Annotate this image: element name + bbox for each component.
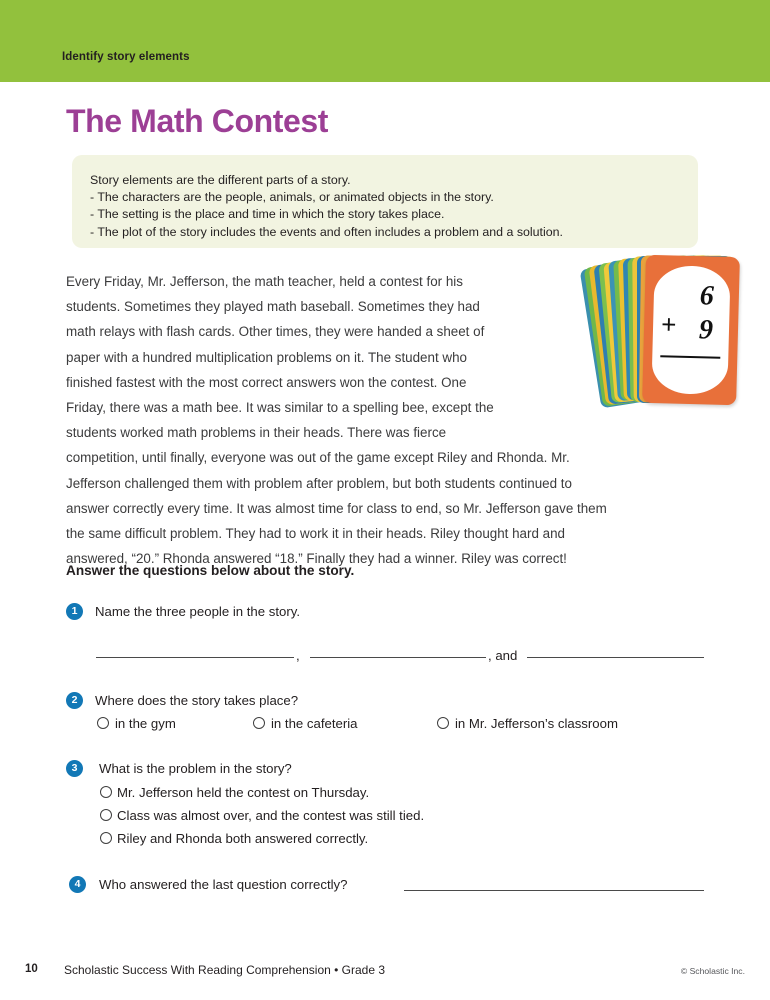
answer-comma-1: , — [296, 648, 300, 663]
callout-line: - The plot of the story includes the events and often includes a problem and a solution. — [90, 224, 563, 239]
callout-text-block — [90, 172, 688, 241]
story-line: Friday, there was a math bee. It was similar to a spelling bee, except the — [66, 400, 494, 416]
story-line: competition, until finally, everyone was out of the game except Riley and Rhonda. Mr. — [66, 450, 570, 466]
story-passage — [66, 269, 702, 571]
answer-blank-1b[interactable] — [310, 657, 486, 658]
callout-line: Story elements are the different parts of a story. — [90, 173, 351, 187]
radio-2-option-2[interactable] — [253, 717, 265, 729]
option-label-3-2[interactable]: Class was almost over, and the contest was still tied. — [117, 808, 425, 823]
answer-and-1: , and — [488, 648, 518, 663]
question-number-badge-1: 1 — [66, 603, 83, 620]
story-line: paper with a hundred multiplication problems on it. The student who — [66, 349, 467, 365]
footer-divider — [0, 936, 770, 937]
question-text-2: Where does the story takes place? — [95, 693, 299, 708]
story-line: students worked math problems in their heads. There was fierce — [66, 425, 447, 441]
page-header-banner — [0, 0, 770, 82]
question-number-badge-4: 4 — [69, 876, 86, 893]
answer-blank-4[interactable] — [404, 890, 704, 891]
question-text-1: Name the three people in the story. — [95, 604, 301, 619]
copyright-notice: © Scholastic Inc. — [680, 966, 745, 976]
skill-label: Identify story elements — [62, 51, 190, 63]
page-title: The Math Contest — [66, 103, 329, 139]
question-text-3: What is the problem in the story? — [99, 761, 292, 776]
story-line: answer correctly every time. It was almost time for class to end, so Mr. Jefferson gave them — [66, 500, 607, 516]
plus-operator-icon: + — [660, 309, 677, 340]
question-number-badge-2: 2 — [66, 692, 83, 709]
footer-title: Scholastic Success With Reading Comprehension • Grade 3 — [64, 963, 386, 977]
story-line: answered, “20.” Rhonda answered “18.” Finally they had a winner. Riley was correct! — [66, 551, 567, 567]
radio-3-option-2[interactable] — [100, 809, 112, 821]
story-elements-callout — [72, 155, 698, 248]
radio-2-option-3[interactable] — [437, 717, 449, 729]
answer-blank-1c[interactable] — [527, 657, 704, 658]
story-line: finished fastest with the most correct answers won the contest. One — [66, 374, 467, 390]
radio-3-option-1[interactable] — [100, 786, 112, 798]
question-number-badge-3: 3 — [66, 760, 83, 777]
option-label-2-2[interactable]: in the cafeteria — [271, 716, 358, 731]
callout-line: - The setting is the place and time in which the story takes place. — [90, 207, 445, 222]
addend-top: 6 — [699, 280, 715, 312]
story-line: Jefferson challenged them with problem after problem, but both students continued to — [66, 475, 572, 491]
option-label-2-1[interactable]: in the gym — [115, 716, 176, 731]
story-line: the same difficult problem. They had to work it in their heads. Riley thought hard and — [66, 526, 565, 542]
answer-blank-1a[interactable] — [96, 657, 294, 658]
addend-bottom: 9 — [698, 314, 714, 346]
option-label-2-3[interactable]: in Mr. Jefferson’s classroom — [455, 716, 618, 731]
directions-text: Answer the questions below about the story. — [66, 563, 355, 578]
story-line: Every Friday, Mr. Jefferson, the math teacher, held a contest for his — [66, 274, 463, 289]
option-label-3-3[interactable]: Riley and Rhonda both answered correctly. — [117, 831, 369, 846]
question-text-4: Who answered the last question correctly? — [99, 877, 348, 892]
page-number: 10 — [25, 963, 38, 975]
callout-line: - The characters are the people, animals, or animated objects in the story. — [90, 190, 494, 205]
option-label-3-1[interactable]: Mr. Jefferson held the contest on Thursday. — [117, 785, 370, 800]
story-line: math relays with flash cards. Other times, they were handed a sheet of — [66, 324, 485, 340]
radio-2-option-1[interactable] — [97, 717, 109, 729]
radio-3-option-3[interactable] — [100, 832, 112, 844]
story-line: students. Sometimes they played math baseball. Sometimes they had — [66, 299, 480, 315]
